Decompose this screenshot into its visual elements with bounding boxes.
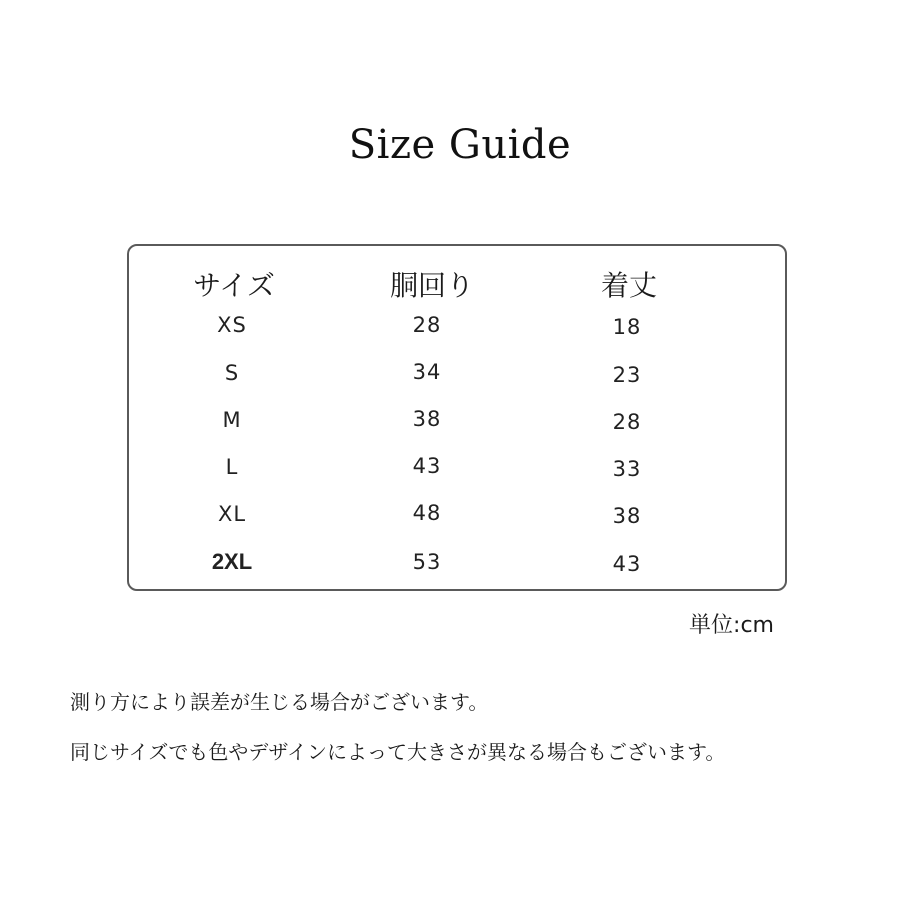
size-table: [127, 244, 787, 591]
header-size: サイズ: [193, 269, 275, 302]
table-cell-size: XS: [217, 313, 247, 337]
table-cell-length: 28: [612, 410, 642, 434]
table-cell-waist: 38: [412, 407, 442, 431]
table-cell-length: 43: [612, 552, 642, 576]
note-measurement: 測り方により誤差が生じる場合がございます。: [70, 690, 489, 714]
table-cell-size: S: [224, 361, 240, 385]
table-cell-size: M: [222, 408, 242, 432]
table-cell-length: 18: [612, 315, 642, 339]
table-cell-waist: 53: [412, 550, 442, 574]
table-cell-size: L: [225, 455, 239, 479]
table-cell-size: XL: [217, 502, 247, 526]
table-cell-length: 23: [612, 363, 642, 387]
table-cell-length: 38: [612, 504, 642, 528]
table-cell-waist: 34: [412, 360, 442, 384]
note-size-variation: 同じサイズでも色やデザインによって大きさが異なる場合もございます。: [70, 740, 726, 764]
table-cell-waist: 48: [412, 501, 442, 525]
table-cell-size: 2XL: [211, 549, 253, 574]
page-title: Size Guide: [348, 122, 572, 168]
table-cell-waist: 43: [412, 454, 442, 478]
header-waist: 胴回り: [389, 269, 474, 302]
table-cell-length: 33: [612, 457, 642, 481]
header-length: 着丈: [600, 269, 657, 302]
unit-label: 単位:cm: [689, 613, 774, 638]
table-cell-waist: 28: [412, 313, 442, 337]
